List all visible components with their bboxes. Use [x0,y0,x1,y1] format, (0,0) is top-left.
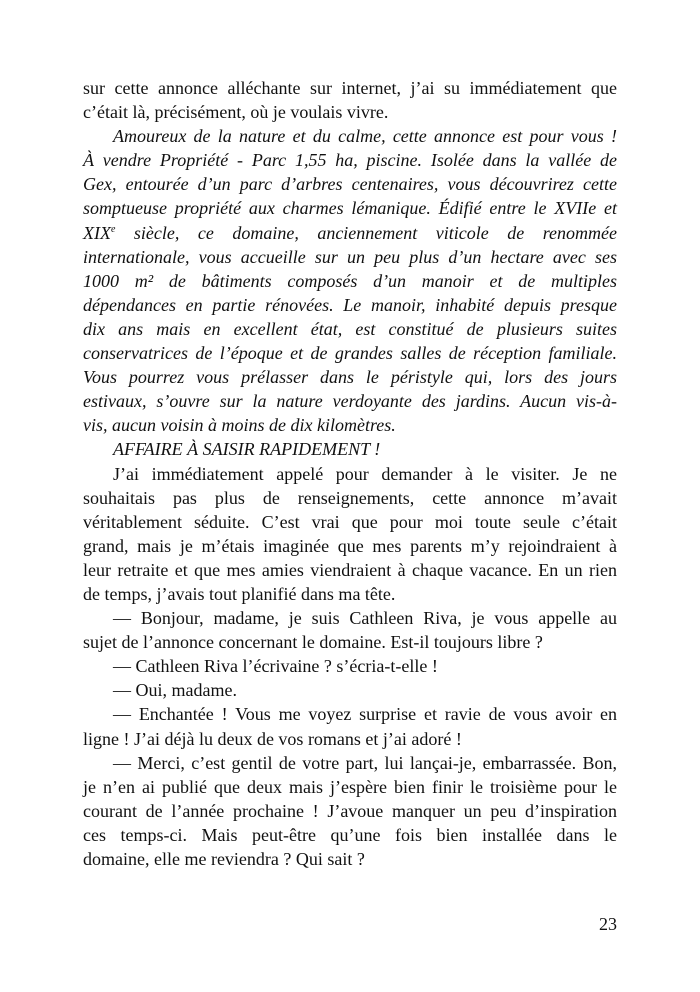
text-line: je n’en ai publié que deux mais j’espère bien finir le troisième pour le [83,776,617,797]
page-body-text [83,76,617,871]
text-line: somptueuse propriété aux charmes lémanique. Édifié entre le XVIIe et [83,198,617,219]
text-line: sujet de l’annonce concernant le domaine. Est-il toujours libre ? [83,632,543,653]
text-line: grand, mais je m’étais imaginée que mes parents m’y rejoindraient à [83,535,617,556]
text-line: — Bonjour, madame, je suis Cathleen Riva, je vous appelle au [113,608,617,629]
text-line: courant de l’année prochaine ! J’avoue manquer un peu d’inspiration [83,800,617,821]
text-line: conservatrices de l’époque et de grandes salles de réception familiale. [83,343,617,364]
text-line: leur retraite et que mes amies viendraient à chaque vacance. En un rien [83,559,617,580]
page-number: 23 [599,914,617,934]
superscript: e [110,223,116,235]
text-line: internationale, vous accueille sur un peu plus d’un hectare avec ses [83,246,617,267]
text-line [83,221,617,245]
text-line: — Enchantée ! Vous me voyez surprise et ravie de vous avoir en [113,704,617,725]
text-line: sur cette annonce alléchante sur internet, j’ai su immédiatement que [83,78,617,98]
text-line: ces temps-ci. Mais peut-être qu’une fois bien installée dans le [83,824,617,845]
text-line: — Merci, c’est gentil de votre part, lui lançai-je, embarrassée. Bon, [113,752,617,773]
text-line: AFFAIRE À SAISIR RAPIDEMENT ! [113,439,381,460]
text-line: véritablement séduite. C’est vrai que pour moi toute seule c’était [83,511,617,532]
text-line: — Cathleen Riva l’écrivaine ? s’écria-t-elle ! [113,656,438,677]
text-line: domaine, elle me reviendra ? Qui sait ? [83,849,365,869]
text-line: estivaux, s’ouvre sur la nature verdoyante des jardins. Aucun vis-à- [83,391,617,412]
text-line: ligne ! J’ai déjà lu deux de vos romans et j’ai adoré ! [83,728,462,749]
text-line: J’ai immédiatement appelé pour demander à le visiter. Je ne [113,463,617,484]
text-line: vis, aucun voisin à moins de dix kilomètres. [83,415,396,436]
text-line: Amoureux de la nature et du calme, cette annonce est pour vous ! [113,126,617,147]
text-line: Gex, entourée d’un parc d’arbres centenaires, vous découvrirez cette [83,174,617,195]
text-line: 1000 m² de bâtiments composés d’un manoir et de multiples [83,270,617,291]
text-line: de temps, j’avais tout planifié dans ma tête. [83,583,396,604]
text-line: À vendre Propriété - Parc 1,55 ha, piscine. Isolée dans la vallée de [83,150,617,171]
text-line: dix ans mais en excellent état, est constitué de plusieurs suites [83,318,617,339]
text-line: — Oui, madame. [113,680,237,701]
text-line-rest: siècle, ce domaine, anciennement viticole de renommée [115,222,617,243]
text-line: Vous pourrez vous prélasser dans le péristyle qui, lors des jours [83,367,617,388]
text-line: souhaitais pas plus de renseignements, cette annonce m’avait [83,487,617,508]
text-line: c’était là, précisément, où je voulais vivre. [83,102,389,123]
text-line-prefix: XIX [83,222,111,243]
text-line: dépendances en partie rénovées. Le manoir, inhabité depuis presque [83,294,617,315]
